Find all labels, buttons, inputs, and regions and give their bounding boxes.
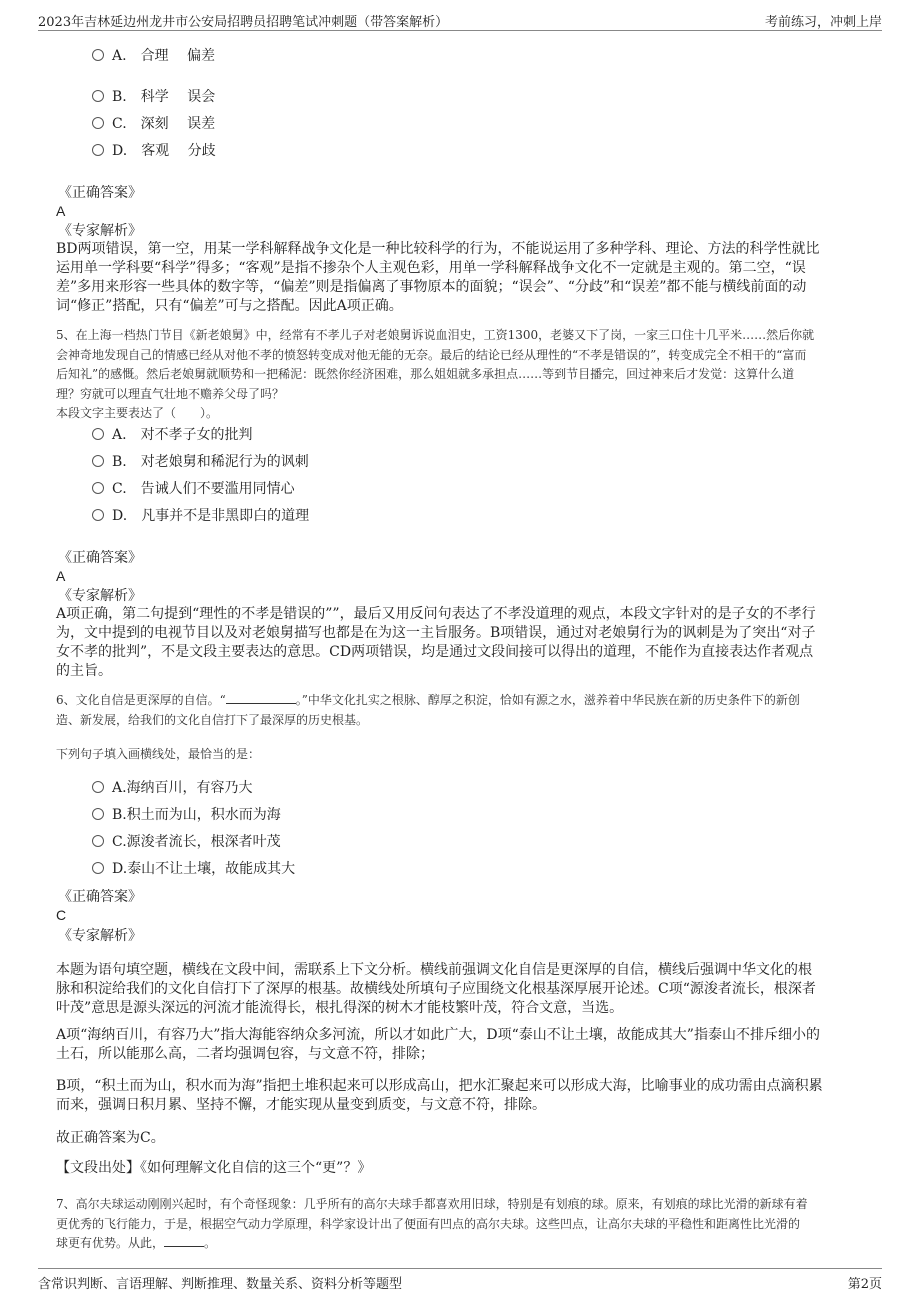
radio-icon[interactable] [92,835,104,847]
radio-icon[interactable] [92,509,104,521]
answer-label: 《正确答案》 [58,550,142,566]
question-prompt: 下列句子填入画横线处，最恰当的是： [56,747,261,761]
radio-icon[interactable] [92,862,104,874]
answer-value: A [56,568,66,584]
question-stem: 5、在上海一档热门节目《新老娘舅》中，经常有不孝儿子对老娘舅诉说血泪史，工资1300，老婆又下了岗，一家三口住十几平米……然后你就 会神奇地发现自己的情感已经从对他不孝的愤怒转变成对他无能的无奈。最后的结论已经从理性的“不孝是错误的”，转变成完全不相干的“富而 后知礼”的感慨。然后老娘舅就顺势和一把稀泥：既然你经济困难，那么姐姐就多承担点……等到节目播完，回过神来后才发觉：这算什么道 理？穷就可以理直气壮地不赡养父母了吗？ 本段文字主要表达了（ ）。 [56,328,815,420]
radio-icon[interactable] [92,808,104,820]
option-a[interactable]: A. 合理 偏差 [92,45,215,67]
radio-icon[interactable] [92,49,104,61]
answer-label: 《正确答案》 [58,185,142,201]
fill-blank [164,1234,204,1247]
analysis-text: A项正确，第二句提到“理性的不孝是错误的””，最后又用反问句表达了不孝没道理的观点，本段文字针对的是子女的不孝行 为，文中提到的电视节目以及对老娘舅描写也都是在为这一主旨服务。B项错误，通过对老娘舅行为的讽刺是为了突出“对子 女不孝的批判”，不是文段主要表达的意思。CD两项错误，均是通过文段间接可以得出的道理，不能作为直接表达作者观点 的主旨。 [56,606,816,679]
radio-icon[interactable] [92,117,104,129]
option-d[interactable]: D.泰山不让土壤，故能成其大 [92,858,295,880]
option-d[interactable]: D. 凡事并不是非黑即白的道理 [92,505,309,527]
option-a[interactable]: A.海纳百川，有容乃大 [92,777,253,799]
question-stem: 7、高尔夫球运动刚刚兴起时，有个奇怪现象：几乎所有的高尔夫球手都喜欢用旧球，特别是有划痕的球。原来，有划痕的球比光滑的新球有着 更优秀的飞行能力，于是，根据空气动力学原理，科学家设计出了便面有凹点的高尔夫球。这些凹点，让高尔夫球的平稳性和距离性比光滑的 球更有优势。从此， 。 [56,1197,808,1250]
fill-blank [226,691,296,704]
header-slogan: 考前练习，冲刺上岸 [764,15,882,30]
analysis-conclusion: 故正确答案为C。 [56,1130,165,1146]
option-d[interactable]: D. 客观 分歧 [92,140,216,162]
source-citation: 【文段出处】《如何理解文化自信的这三个“更”？》 [56,1160,372,1176]
radio-icon[interactable] [92,90,104,102]
radio-icon[interactable] [92,482,104,494]
analysis-paragraph: A项“海纳百川，有容乃大”指大海能容纳众多河流，所以才如此广大，D项“泰山不让土壤，故能成其大”指泰山不排斥细小的 土石，所以能那么高，二者均强调包容，与文意不符，排除； [56,1027,820,1062]
analysis-label: 《专家解析》 [58,928,142,944]
option-b[interactable]: B.积土而为山，积水而为海 [92,804,281,826]
option-c[interactable]: C.源浚者流长，根深者叶茂 [92,831,281,853]
radio-icon[interactable] [92,428,104,440]
page-header [38,8,882,31]
document-title: 2023年吉林延边州龙井市公安局招聘员招聘笔试冲刺题（带答案解析） [38,15,449,30]
footer-categories: 含常识判断、言语理解、判断推理、数量关系、资料分析等题型 [38,1277,403,1292]
radio-icon[interactable] [92,455,104,467]
radio-icon[interactable] [92,781,104,793]
answer-value: A [56,203,66,219]
analysis-text: BD两项错误，第一空，用某一学科解释战争文化是一种比较科学的行为，不能说运用了多种学科、理论、方法的科学性就比 运用单一学科要“科学”得多；“客观”是指不掺杂个人主观色彩，用单一学科解释战争文化不一定就是主观的。第二空，“误 差”多用来形容一些具体的数字等，“偏差”则是指偏离了事物原本的面貌；“误会”、“分歧”和“误差”都不能与横线前面的动 词“修正”搭配，只有“偏差”可与之搭配。因此A项正确。 [56,241,820,314]
option-b[interactable]: B. 对老娘舅和稀泥行为的讽刺 [92,451,309,473]
radio-icon[interactable] [92,144,104,156]
page-number: 第2页 [847,1277,882,1292]
analysis-label: 《专家解析》 [58,588,142,604]
option-c[interactable]: C. 告诫人们不要滥用同情心 [92,478,295,500]
option-a[interactable]: A. 对不孝子女的批判 [92,424,253,446]
answer-value: C [56,907,67,923]
analysis-paragraph: B项，“积土而为山，积水而为海”指把土堆积起来可以形成高山，把水汇聚起来可以形成大海，比喻事业的成功需由点滴积累 而来，强调日积月累、坚持不懈，才能实现从量变到质变，与文意不符，排除。 [56,1078,823,1113]
option-c[interactable]: C. 深刻 误差 [92,113,215,135]
question-stem: 6、文化自信是更深厚的自信。“ 。”中华文化扎实之根脉、醇厚之积淀，恰如有源之水，滋养着中华民族在新的历史条件下的新创 造、新发展，给我们的文化自信打下了最深厚的历史根基。 [56,693,800,727]
analysis-label: 《专家解析》 [58,223,142,239]
analysis-paragraph: 本题为语句填空题，横线在文段中间，需联系上下文分析。横线前强调文化自信是更深厚的自信，横线后强调中华文化的根 脉和积淀给我们的文化自信打下了深厚的根基。故横线处所填句子应围绕文化根基深厚展开论述。C项“源浚者流长，根深者 叶茂”意思是源头深远的河流才能流得长，根扎得深的树木才能枝繁叶茂，符合文意，当选。 [56,962,816,1016]
option-b[interactable]: B. 科学 误会 [92,86,215,108]
answer-label: 《正确答案》 [58,889,142,905]
page-footer [38,1268,882,1293]
